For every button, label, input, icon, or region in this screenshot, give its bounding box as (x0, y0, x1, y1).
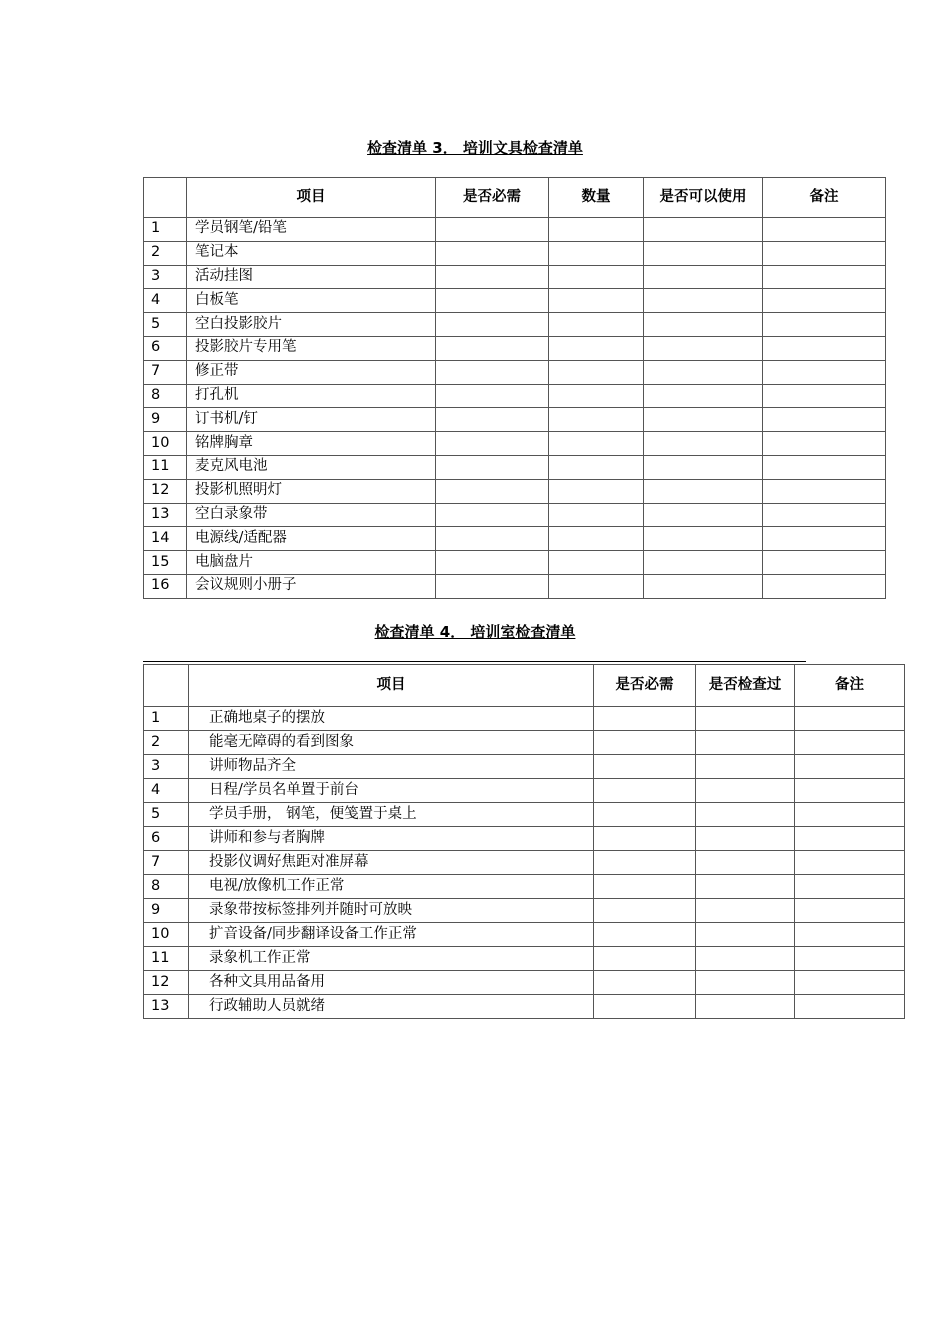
row-number: 1 (144, 707, 189, 731)
table-row (144, 707, 905, 731)
empty-cell[interactable] (763, 218, 886, 242)
empty-cell[interactable] (644, 218, 763, 242)
row-item: 空白投影胶片 (187, 313, 436, 337)
row-number: 1 (144, 218, 187, 242)
empty-cell[interactable] (696, 947, 795, 971)
row-item: 空白录象带 (187, 503, 436, 527)
row-number: 13 (144, 503, 187, 527)
empty-cell[interactable] (763, 289, 886, 313)
table-row (144, 241, 886, 265)
row-number: 7 (144, 360, 187, 384)
empty-cell[interactable] (696, 875, 795, 899)
header-required: 是否必需 (594, 665, 696, 707)
empty-cell[interactable] (549, 479, 644, 503)
empty-cell[interactable] (436, 265, 549, 289)
empty-cell[interactable] (644, 574, 763, 598)
empty-cell[interactable] (795, 803, 905, 827)
empty-cell[interactable] (594, 755, 696, 779)
empty-cell[interactable] (549, 360, 644, 384)
row-number: 10 (144, 432, 187, 456)
row-number: 9 (144, 408, 187, 432)
row-item: 麦克风电池 (187, 455, 436, 479)
empty-cell[interactable] (549, 336, 644, 360)
row-number: 12 (144, 479, 187, 503)
empty-cell[interactable] (763, 551, 886, 575)
empty-cell[interactable] (763, 408, 886, 432)
empty-cell[interactable] (696, 899, 795, 923)
row-number: 4 (144, 289, 187, 313)
empty-cell[interactable] (594, 971, 696, 995)
empty-cell[interactable] (644, 360, 763, 384)
table-row (144, 947, 905, 971)
header-item: 项目 (189, 665, 594, 707)
table-row (144, 971, 905, 995)
row-number: 5 (144, 803, 189, 827)
empty-cell[interactable] (644, 313, 763, 337)
empty-cell[interactable] (763, 313, 886, 337)
table-row (144, 995, 905, 1019)
empty-cell[interactable] (644, 241, 763, 265)
empty-cell[interactable] (763, 265, 886, 289)
row-number: 11 (144, 455, 187, 479)
empty-cell[interactable] (549, 241, 644, 265)
row-item: 学员钢笔/铅笔 (187, 218, 436, 242)
row-number: 6 (144, 336, 187, 360)
table-row (144, 803, 905, 827)
row-item: 讲师物品齐全 (189, 755, 594, 779)
table-row (144, 923, 905, 947)
row-item: 打孔机 (187, 384, 436, 408)
empty-cell[interactable] (644, 455, 763, 479)
empty-cell[interactable] (795, 875, 905, 899)
empty-cell[interactable] (436, 241, 549, 265)
row-item: 行政辅助人员就绪 (189, 995, 594, 1019)
empty-cell[interactable] (795, 971, 905, 995)
empty-cell[interactable] (594, 875, 696, 899)
row-item: 修正带 (187, 360, 436, 384)
row-item: 电源线/适配器 (187, 527, 436, 551)
empty-cell[interactable] (549, 551, 644, 575)
header-quantity: 数量 (549, 178, 644, 218)
empty-cell[interactable] (436, 574, 549, 598)
empty-cell[interactable] (644, 289, 763, 313)
empty-cell[interactable] (795, 851, 905, 875)
row-number: 8 (144, 875, 189, 899)
empty-cell[interactable] (795, 755, 905, 779)
empty-cell[interactable] (763, 384, 886, 408)
empty-cell[interactable] (795, 707, 905, 731)
table-row (144, 875, 905, 899)
table-row (144, 527, 886, 551)
empty-cell[interactable] (644, 408, 763, 432)
empty-cell[interactable] (696, 755, 795, 779)
table-row (144, 755, 905, 779)
empty-cell[interactable] (795, 827, 905, 851)
empty-cell[interactable] (436, 503, 549, 527)
row-number: 7 (144, 851, 189, 875)
empty-cell[interactable] (436, 455, 549, 479)
row-number: 15 (144, 551, 187, 575)
header-remarks: 备注 (795, 665, 905, 707)
table-row (144, 289, 886, 313)
empty-cell[interactable] (549, 313, 644, 337)
empty-cell[interactable] (644, 384, 763, 408)
table-row (144, 574, 886, 598)
empty-cell[interactable] (436, 384, 549, 408)
training-room-checklist-table (143, 664, 905, 1019)
header-checked-label: 是否检查过 (708, 677, 782, 694)
empty-cell[interactable] (436, 289, 549, 313)
row-number: 2 (144, 241, 187, 265)
empty-cell[interactable] (696, 851, 795, 875)
checklist3-title: 检查清单 3． 培训文具检查清单 (367, 139, 583, 157)
empty-cell[interactable] (549, 265, 644, 289)
row-item: 订书机/钉 (187, 408, 436, 432)
row-item: 录象带按标签排列并随时可放映 (189, 899, 594, 923)
table-row (144, 313, 886, 337)
empty-cell[interactable] (763, 432, 886, 456)
table-row (144, 455, 886, 479)
row-number: 10 (144, 923, 189, 947)
header-checked (696, 665, 795, 707)
table-row (144, 265, 886, 289)
row-item: 铭牌胸章 (187, 432, 436, 456)
empty-cell[interactable] (594, 923, 696, 947)
row-item: 白板笔 (187, 289, 436, 313)
empty-cell[interactable] (795, 923, 905, 947)
row-item: 录象机工作正常 (189, 947, 594, 971)
empty-cell[interactable] (549, 574, 644, 598)
empty-cell[interactable] (549, 289, 644, 313)
empty-cell[interactable] (795, 899, 905, 923)
empty-cell[interactable] (436, 313, 549, 337)
empty-cell[interactable] (696, 731, 795, 755)
row-number: 12 (144, 971, 189, 995)
empty-cell[interactable] (696, 827, 795, 851)
empty-cell[interactable] (594, 851, 696, 875)
row-number: 14 (144, 527, 187, 551)
empty-cell[interactable] (594, 827, 696, 851)
empty-cell[interactable] (795, 947, 905, 971)
table-row (144, 384, 886, 408)
row-item: 扩音设备/同步翻译设备工作正常 (189, 923, 594, 947)
row-item: 各种文具用品备用 (189, 971, 594, 995)
empty-cell[interactable] (549, 455, 644, 479)
empty-cell[interactable] (594, 803, 696, 827)
row-number: 9 (144, 899, 189, 923)
empty-cell[interactable] (795, 995, 905, 1019)
empty-cell[interactable] (763, 336, 886, 360)
row-item: 笔记本 (187, 241, 436, 265)
empty-cell[interactable] (549, 408, 644, 432)
row-number: 11 (144, 947, 189, 971)
row-number: 13 (144, 995, 189, 1019)
header-required: 是否必需 (436, 178, 549, 218)
table-row (144, 851, 905, 875)
empty-cell[interactable] (696, 971, 795, 995)
row-number: 3 (144, 755, 189, 779)
empty-cell[interactable] (795, 779, 905, 803)
empty-cell[interactable] (763, 527, 886, 551)
empty-cell[interactable] (436, 527, 549, 551)
empty-cell[interactable] (763, 360, 886, 384)
row-item: 投影机照明灯 (187, 479, 436, 503)
empty-cell[interactable] (436, 551, 549, 575)
empty-cell[interactable] (696, 779, 795, 803)
empty-cell[interactable] (436, 408, 549, 432)
empty-cell[interactable] (763, 241, 886, 265)
row-item: 电脑盘片 (187, 551, 436, 575)
divider-line (143, 661, 806, 662)
empty-cell[interactable] (696, 803, 795, 827)
empty-cell[interactable] (549, 384, 644, 408)
empty-cell[interactable] (549, 503, 644, 527)
header-usable: 是否可以使用 (644, 178, 763, 218)
empty-cell[interactable] (549, 218, 644, 242)
row-item: 正确地桌子的摆放 (189, 707, 594, 731)
empty-cell[interactable] (763, 574, 886, 598)
row-number: 4 (144, 779, 189, 803)
empty-cell[interactable] (594, 995, 696, 1019)
empty-cell[interactable] (594, 707, 696, 731)
empty-cell[interactable] (436, 432, 549, 456)
table-header-row (144, 178, 886, 218)
empty-cell[interactable] (644, 503, 763, 527)
row-number: 2 (144, 731, 189, 755)
empty-cell[interactable] (594, 947, 696, 971)
empty-cell[interactable] (644, 336, 763, 360)
empty-cell[interactable] (644, 527, 763, 551)
checklist4-title: 检查清单 4． 培训室检查清单 (374, 623, 576, 641)
row-item: 活动挂图 (187, 265, 436, 289)
empty-cell[interactable] (436, 360, 549, 384)
row-number: 16 (144, 574, 187, 598)
header-remarks: 备注 (763, 178, 886, 218)
header-number (144, 665, 189, 707)
empty-cell[interactable] (696, 995, 795, 1019)
empty-cell[interactable] (696, 923, 795, 947)
empty-cell[interactable] (594, 899, 696, 923)
empty-cell[interactable] (644, 551, 763, 575)
row-item: 投影仪调好焦距对准屏幕 (189, 851, 594, 875)
table-row (144, 408, 886, 432)
empty-cell[interactable] (644, 479, 763, 503)
table-row (144, 731, 905, 755)
header-number (144, 178, 187, 218)
row-item: 日程/学员名单置于前台 (189, 779, 594, 803)
table-row (144, 218, 886, 242)
row-item: 会议规则小册子 (187, 574, 436, 598)
stationery-checklist-table (143, 177, 886, 599)
empty-cell[interactable] (549, 527, 644, 551)
empty-cell[interactable] (644, 432, 763, 456)
empty-cell[interactable] (436, 218, 549, 242)
empty-cell[interactable] (436, 336, 549, 360)
row-item: 讲师和参与者胸牌 (189, 827, 594, 851)
row-item: 学员手册， 钢笔，便笺置于桌上 (189, 803, 594, 827)
table-row (144, 551, 886, 575)
table-row (144, 479, 886, 503)
empty-cell[interactable] (594, 731, 696, 755)
empty-cell[interactable] (763, 479, 886, 503)
empty-cell[interactable] (644, 265, 763, 289)
empty-cell[interactable] (594, 779, 696, 803)
empty-cell[interactable] (696, 707, 795, 731)
row-number: 3 (144, 265, 187, 289)
table-row (144, 360, 886, 384)
table-row (144, 899, 905, 923)
table-row (144, 827, 905, 851)
empty-cell[interactable] (763, 503, 886, 527)
empty-cell[interactable] (436, 479, 549, 503)
row-number: 8 (144, 384, 187, 408)
row-number: 6 (144, 827, 189, 851)
table-row (144, 432, 886, 456)
row-item: 电视/放像机工作正常 (189, 875, 594, 899)
table-row (144, 336, 886, 360)
row-item: 能毫无障碍的看到图象 (189, 731, 594, 755)
table-row (144, 779, 905, 803)
header-item: 项目 (187, 178, 436, 218)
table-header-row (144, 665, 905, 707)
row-item: 投影胶片专用笔 (187, 336, 436, 360)
row-number: 5 (144, 313, 187, 337)
empty-cell[interactable] (795, 731, 905, 755)
table-row (144, 503, 886, 527)
empty-cell[interactable] (549, 432, 644, 456)
empty-cell[interactable] (763, 455, 886, 479)
